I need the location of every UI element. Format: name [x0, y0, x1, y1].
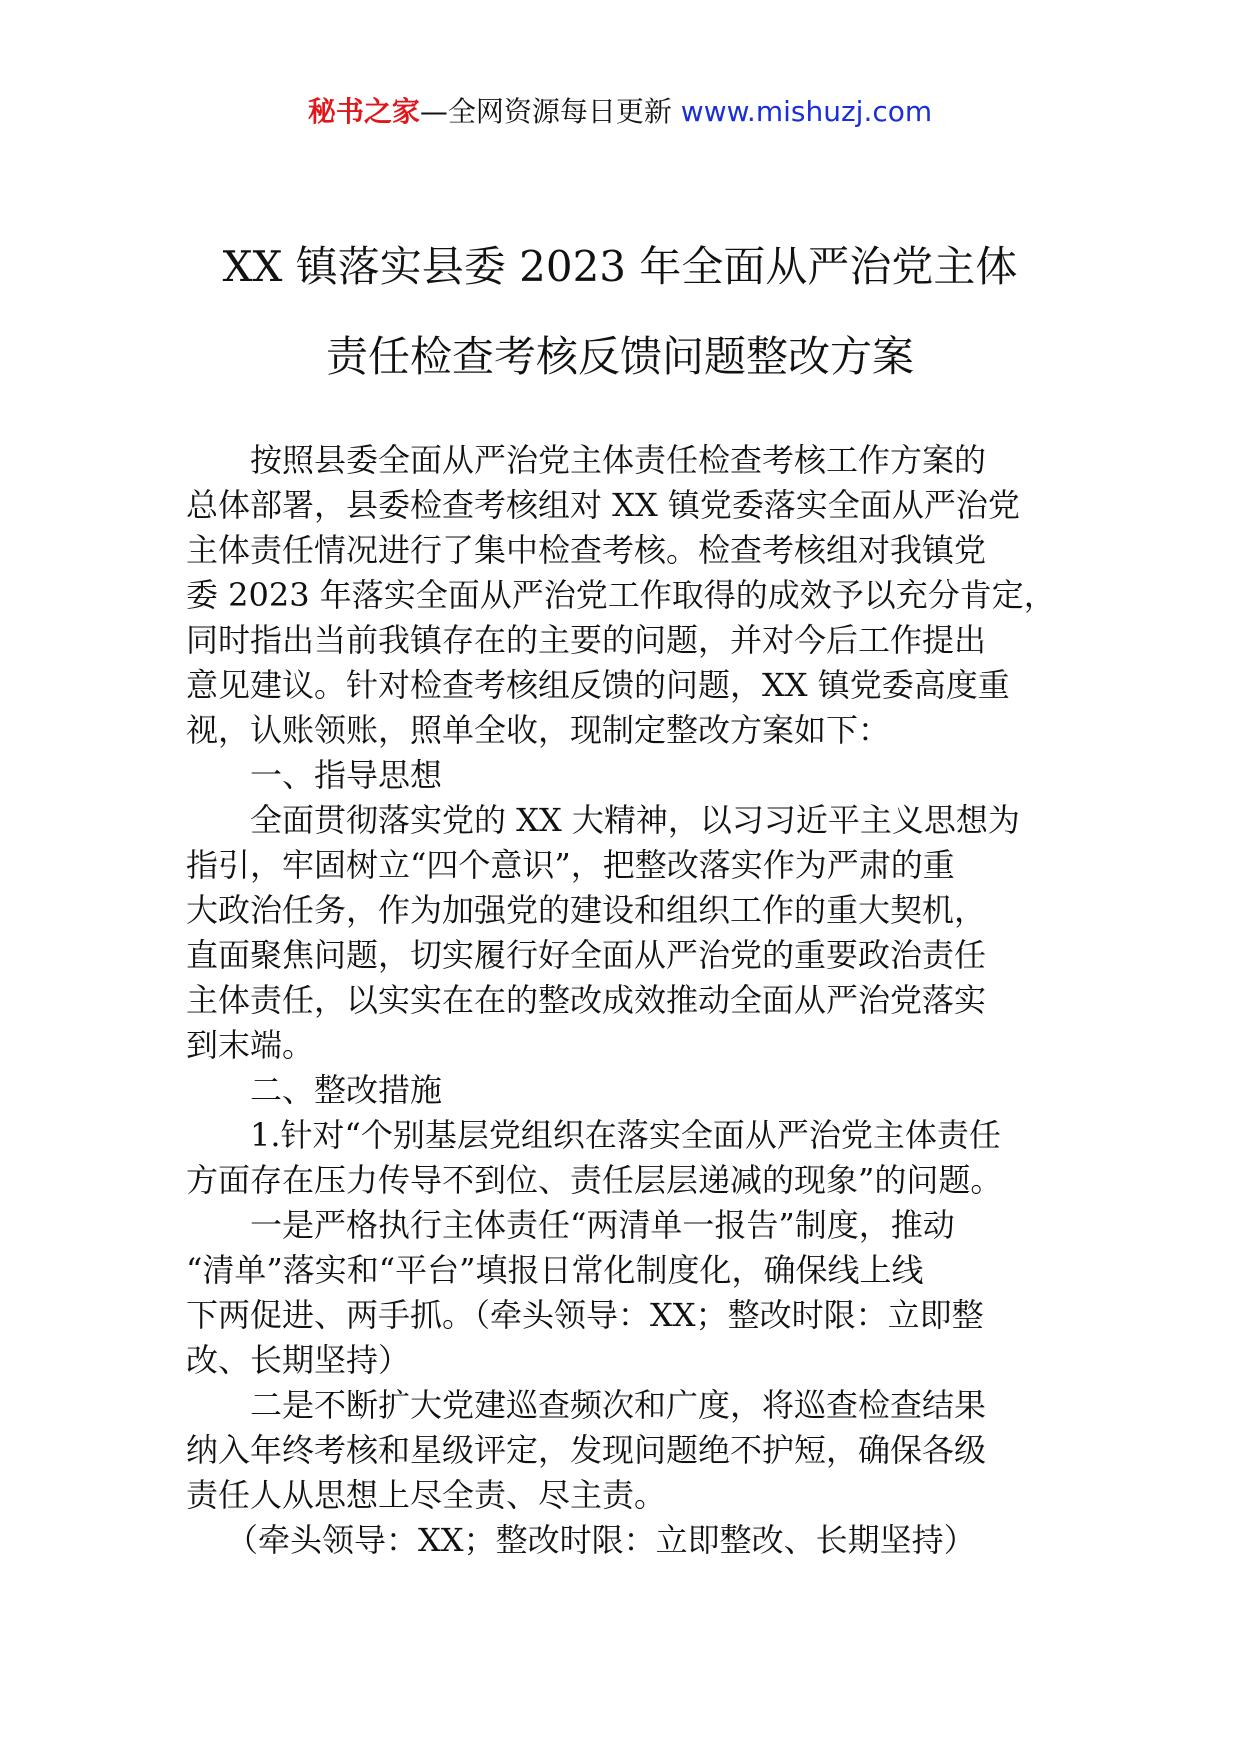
text-line: （牵头领导：XX；整改时限：立即整改、长期坚持）	[226, 1521, 976, 1559]
section-2-heading: 二、整改措施	[250, 1071, 443, 1109]
text-line: 视，认账领账，照单全收，现制定整改方案如下：	[186, 711, 891, 749]
document-body	[186, 438, 1066, 1563]
text-line: 主体责任情况进行了集中检查考核。检查考核组对我镇党	[186, 531, 987, 569]
site-header	[0, 92, 1240, 132]
text-line: 直面聚焦问题，切实履行好全面从严治党的重要政治责任	[186, 936, 987, 974]
brand-name: 秘书之家	[307, 95, 420, 128]
site-url-link[interactable]: www.mishuzj.com	[680, 95, 933, 128]
text-line: 方面存在压力传导不到位、责任层层递减的现象”的问题。	[186, 1161, 1003, 1199]
text-line: “清单”落实和“平台”填报日常化制度化，确保线上线	[186, 1251, 924, 1289]
text-line: 到末端。	[186, 1026, 315, 1064]
text-line: 二是不断扩大党建巡查频次和广度，将巡查检查结果	[250, 1386, 987, 1424]
section-1-heading: 一、指导思想	[250, 756, 443, 794]
header-tagline: —全网资源每日更新	[419, 95, 672, 128]
section-1	[186, 753, 1066, 1068]
intro-paragraph	[186, 438, 1066, 753]
text-line: 指引，牢固树立“四个意识”，把整改落实作为严肃的重	[186, 846, 955, 884]
text-line: 同时指出当前我镇存在的主要的问题，并对今后工作提出	[186, 621, 987, 659]
text-line: 纳入年终考核和星级评定，发现问题绝不护短，确保各级	[186, 1431, 987, 1469]
text-line: 一是严格执行主体责任“两清单一报告”制度，推动	[250, 1206, 955, 1244]
document-title	[0, 222, 1240, 402]
text-line: 改、长期坚持）	[186, 1341, 411, 1379]
text-line: 按照县委全面从严治党主体责任检查考核工作方案的	[250, 441, 987, 479]
text-line: 主体责任，以实实在在的整改成效推动全面从严治党落实	[186, 981, 987, 1019]
text-line: 责任人从思想上尽全责、尽主责。	[186, 1476, 667, 1514]
section-2	[186, 1068, 1066, 1563]
title-line-1: XX 镇落实县委 2023 年全面从严治党主体	[222, 242, 1018, 291]
text-line: 下两促进、两手抓。（牵头领导：XX；整改时限：立即整	[186, 1296, 984, 1334]
text-line: 全面贯彻落实党的 XX 大精神，以习习近平主义思想为	[250, 801, 1020, 839]
text-line: 1.针对“个别基层党组织在落实全面从严治党主体责任	[250, 1116, 1001, 1154]
text-line: 委 2023 年落实全面从严治党工作取得的成效予以充分肯定，	[186, 576, 1056, 614]
text-line: 意见建议。针对检查考核组反馈的问题，XX 镇党委高度重	[186, 666, 1010, 704]
text-line: 总体部署，县委检查考核组对 XX 镇党委落实全面从严治党	[186, 486, 1020, 524]
text-line: 大政治任务，作为加强党的建设和组织工作的重大契机，	[186, 891, 987, 929]
title-line-2: 责任检查考核反馈问题整改方案	[325, 332, 914, 381]
